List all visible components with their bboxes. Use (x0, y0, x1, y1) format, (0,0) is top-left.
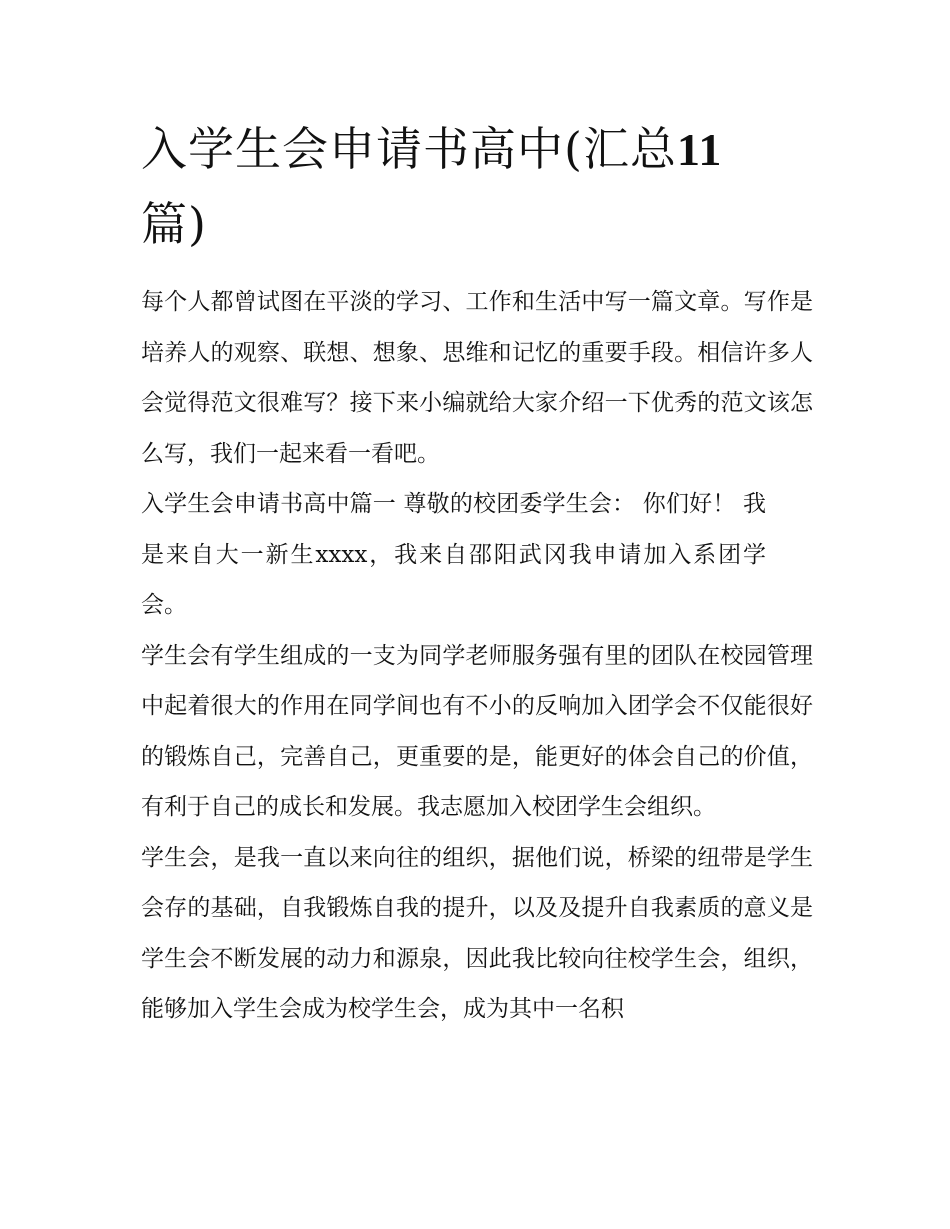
document-title (141, 112, 813, 261)
title-number: 11 (676, 124, 723, 175)
title-suffix: 篇) (141, 197, 207, 251)
paragraph-intro: 每个人都曾试图在平淡的学习、工作和生活中写一篇文章。写作是培养人的观察、联想、想象、思维和记忆的重要手段。相信许多人会觉得范文很难写？接下来小编就给大家介绍一下优秀的范文该怎么写，我们一起来看一看吧。 (141, 289, 813, 467)
paragraph-aspiration: 学生会，是我一直以来向往的组织，据他们说，桥梁的纽带是学生会存的基础，自我锻炼自我的提升，以及及提升自我素质的意义是学生会不断发展的动力和源泉，因此我比较向往校学生会，组织，能够加入学生会成为校学生会，成为其中一名积 (141, 844, 813, 1022)
paragraph-greeting: 入学生会申请书高中篇一 尊敬的校团委学生会： 你们好！ 我是来自大一新生xxxx，我来自邵阳武冈我申请加入系团学会。 (141, 491, 766, 618)
document-body (141, 112, 813, 1035)
title-prefix: 入学生会申请书高中(汇总 (141, 122, 677, 176)
paragraph-student-union-role: 学生会有学生组成的一支为同学老师服务强有里的团队在校园管理中起着很大的作用在同学间也有不小的反响加入团学会不仅能很好的锻炼自己，完善自己，更重要的是，能更好的体会自己的价值，有利于自己的成长和发展。我志愿加入校团学生会组织。 (141, 642, 813, 820)
